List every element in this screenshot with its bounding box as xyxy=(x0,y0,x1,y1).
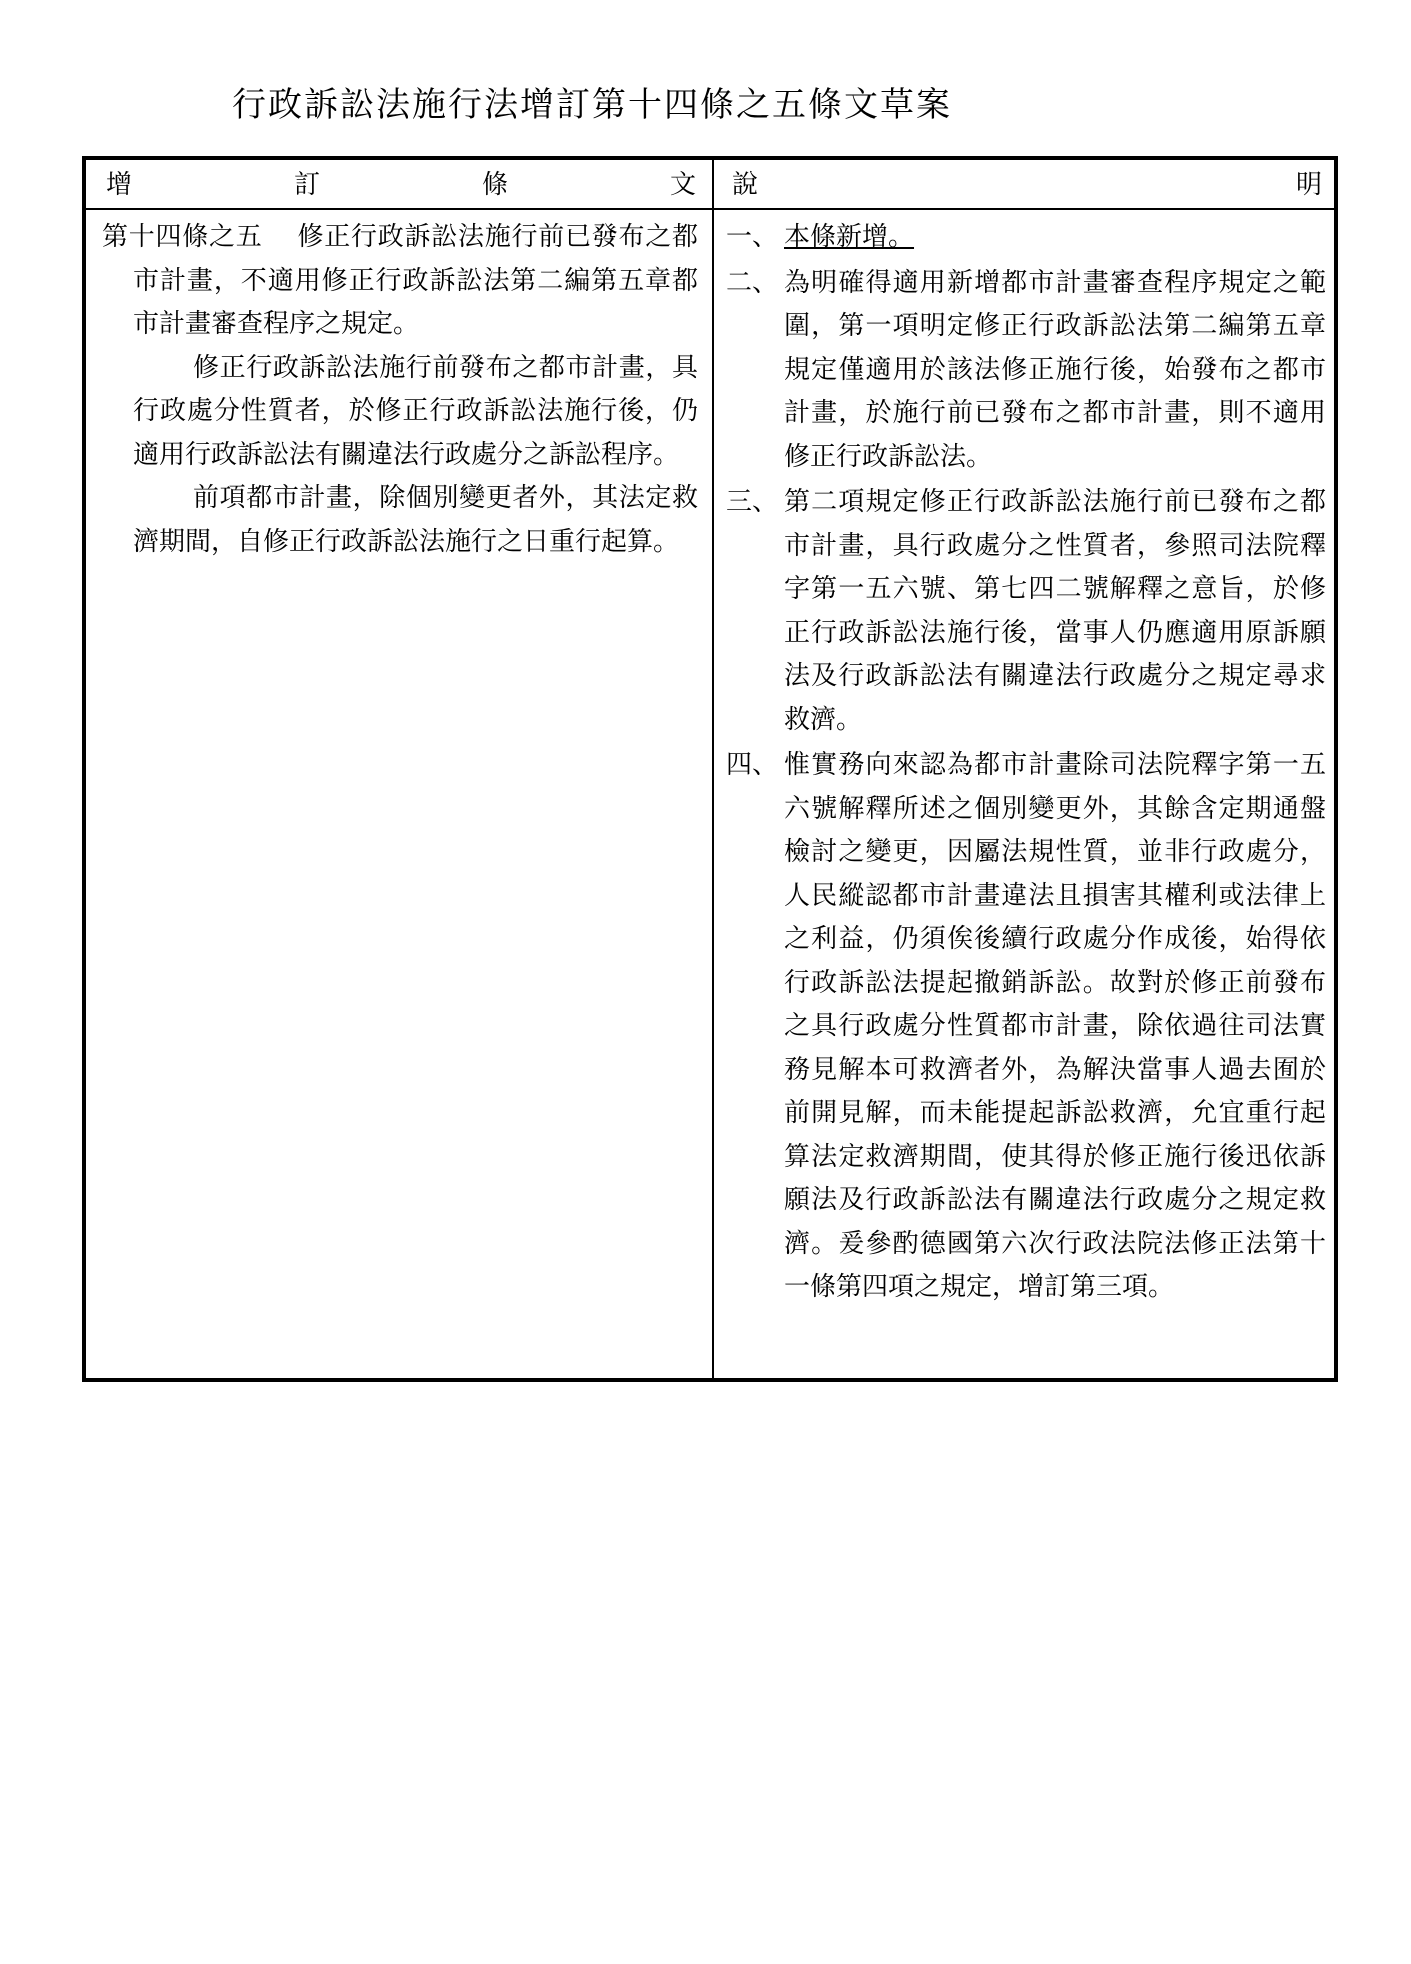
explanation-text: 為明確得適用新增都市計畫審查程序規定之範圍，第一項明定修正行政訴訟法第二編第五章規定僅適用於該法修正施行後，始發布之都市計畫，於施行前已發布之都市計畫，則不適用修正行政訴訟法。 xyxy=(784,267,1326,472)
explanation-item xyxy=(726,744,1326,1310)
explanation-cell xyxy=(726,216,1326,1312)
column-divider xyxy=(712,160,714,1378)
header-divider xyxy=(86,208,1334,210)
header-char: 說 xyxy=(732,170,759,200)
article-heading: 第十四條之五 xyxy=(102,222,263,252)
explanation-text: 惟實務向來認為都市計畫除司法院釋字第一五六號解釋所述之個別變更外，其餘含定期通盤檢討之變更，因屬法規性質，並非行政處分，人民縱認都市計畫違法且損害其權利或法律上之利益，仍須俟後續行政處分作成後，始得依行政訴訟法提起撤銷訴訟。故對於修正前發布之具行政處分性質都市計畫，除依過往司法實務見解本可救濟者外，為解決當事人過去囿於前開見解，而未能提起訴訟救濟，允宜重行起算法定救濟期間，使其得於修正施行後迅依訴願法及行政訴訟法有關違法行政處分之規定救濟。爰參酌德國第六次行政法院法修正法第十一條第四項之規定，增訂第三項。 xyxy=(784,750,1326,1302)
article-paragraph xyxy=(102,216,698,347)
explanation-number: 二、 xyxy=(726,267,779,298)
explanation-number: 一、 xyxy=(726,222,779,252)
explanation-number: 三、 xyxy=(726,487,779,517)
header-explanation xyxy=(732,168,1322,202)
explanation-item xyxy=(726,481,1326,742)
header-char: 文 xyxy=(669,170,696,200)
header-char: 明 xyxy=(1295,170,1322,200)
article-text-cell xyxy=(102,216,698,564)
header-char: 增 xyxy=(106,170,133,200)
article-paragraph: 修正行政訴訟法施行前發布之都市計畫，具行政處分性質者，於修正行政訴訟法施行後，仍適用行政訴訟法有關違法行政處分之訴訟程序。 xyxy=(133,352,698,470)
explanation-text: 本條新增。 xyxy=(784,222,915,252)
header-char: 訂 xyxy=(293,170,320,200)
explanation-item xyxy=(726,216,1326,260)
article-paragraph-text: 修正行政訴訟法施行前已發布之都市計畫，不適用修正行政訴訟法第二編第五章都市計畫審查程序之規定。 xyxy=(133,222,698,339)
explanation-text: 第二項規定修正行政訴訟法施行前已發布之都市計畫，具行政處分之性質者，參照司法院釋字第一五六號、第七四二號解釋之意旨，於修正行政訴訟法施行後，當事人仍應適用原訴願法及行政訴訟法有關違法行政處分之規定尋求救濟。 xyxy=(784,487,1326,735)
document-title: 行政訴訟法施行法增訂第十四條之五條文草案 xyxy=(232,85,952,125)
article-paragraph: 前項都市計畫，除個別變更者外，其法定救濟期間，自修正行政訴訟法施行之日重行起算。 xyxy=(133,483,698,557)
header-amended-article xyxy=(106,168,696,202)
explanation-item xyxy=(726,262,1326,480)
explanation-number: 四、 xyxy=(726,750,779,780)
header-char: 條 xyxy=(481,170,508,200)
comparison-table xyxy=(82,156,1338,1382)
